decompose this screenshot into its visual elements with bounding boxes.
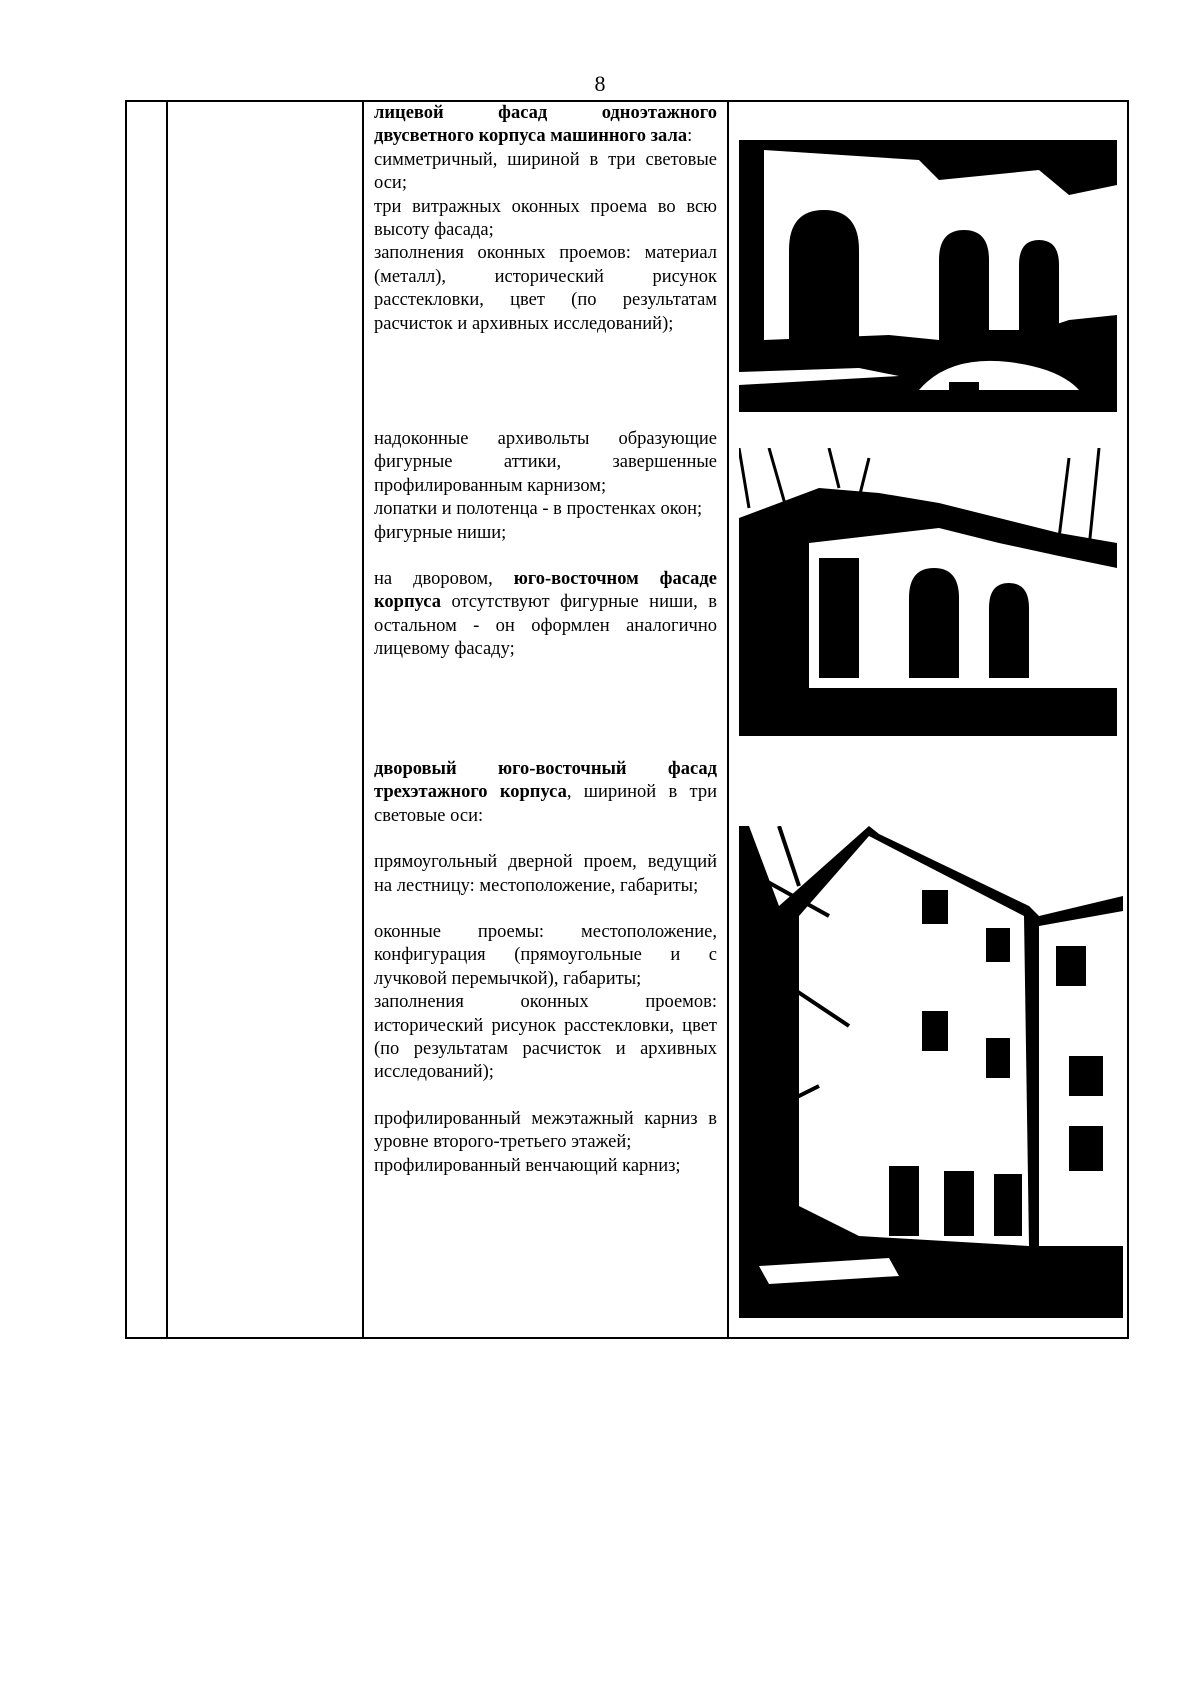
photo-three-storey-facade [739, 826, 1123, 1318]
item-window-fillings: заполнения оконных проемов: материал (металл), исторический рисунок расстекловки, цвет (по результатам расчисток и архивных исследований); [374, 243, 717, 334]
column-divider-3 [727, 100, 729, 1339]
item-stained-glass-openings: три витражных оконных проема во всю высоту фасада; [374, 196, 717, 241]
item-courtyard-facade: на дворовом, юго-восточном фасаде корпуса отсутствуют фигурные ниши, в остальном - он оформлен аналогично лицевому фасаду; [374, 569, 717, 660]
heading-engine-hall: лицевой фасад одноэтажного двусветного корпуса машинного зала: [374, 103, 717, 147]
item-archivolts: надоконные архивольты образующие фигурные аттики, завершенные профилированным карнизом; [374, 429, 717, 496]
photo-courtyard-facade [739, 448, 1117, 736]
column-divider-2 [362, 100, 364, 1339]
photo-engine-hall-facade [739, 140, 1117, 412]
item-niches: фигурные ниши; [374, 522, 507, 543]
text-block-archivolts [374, 428, 717, 662]
column-divider-1 [166, 100, 168, 1339]
item-door-opening: прямоугольный дверной проем, ведущий на лестницу: местоположение, габариты; [374, 852, 717, 896]
item-symmetric: симметричный, шириной в три световые оси; [374, 149, 717, 194]
item-window-openings: оконные проемы: местоположение, конфигурация (прямоугольные и с лучковой перемычкой), габариты; [374, 922, 717, 989]
item-interfloor-cornice: профилированный межэтажный карниз в уровне второго-третьего этажей; [374, 1108, 717, 1153]
item-crowning-cornice: профилированный венчающий карниз; [374, 1155, 681, 1176]
page-number: 8 [594, 71, 606, 96]
item-window-fillings-2: заполнения оконных проемов: исторический рисунок расстекловки, цвет (по результатам расчисток и архивных исследований); [374, 992, 717, 1083]
item-pilasters: лопатки и полотенца - в простенках окон; [374, 499, 703, 520]
text-block-facade-engine-hall [374, 102, 717, 336]
heading-three-storey: дворовый юго-восточный фасад трехэтажного корпуса, шириной в три световые оси: [374, 759, 717, 826]
text-block-three-storey [374, 758, 717, 1178]
